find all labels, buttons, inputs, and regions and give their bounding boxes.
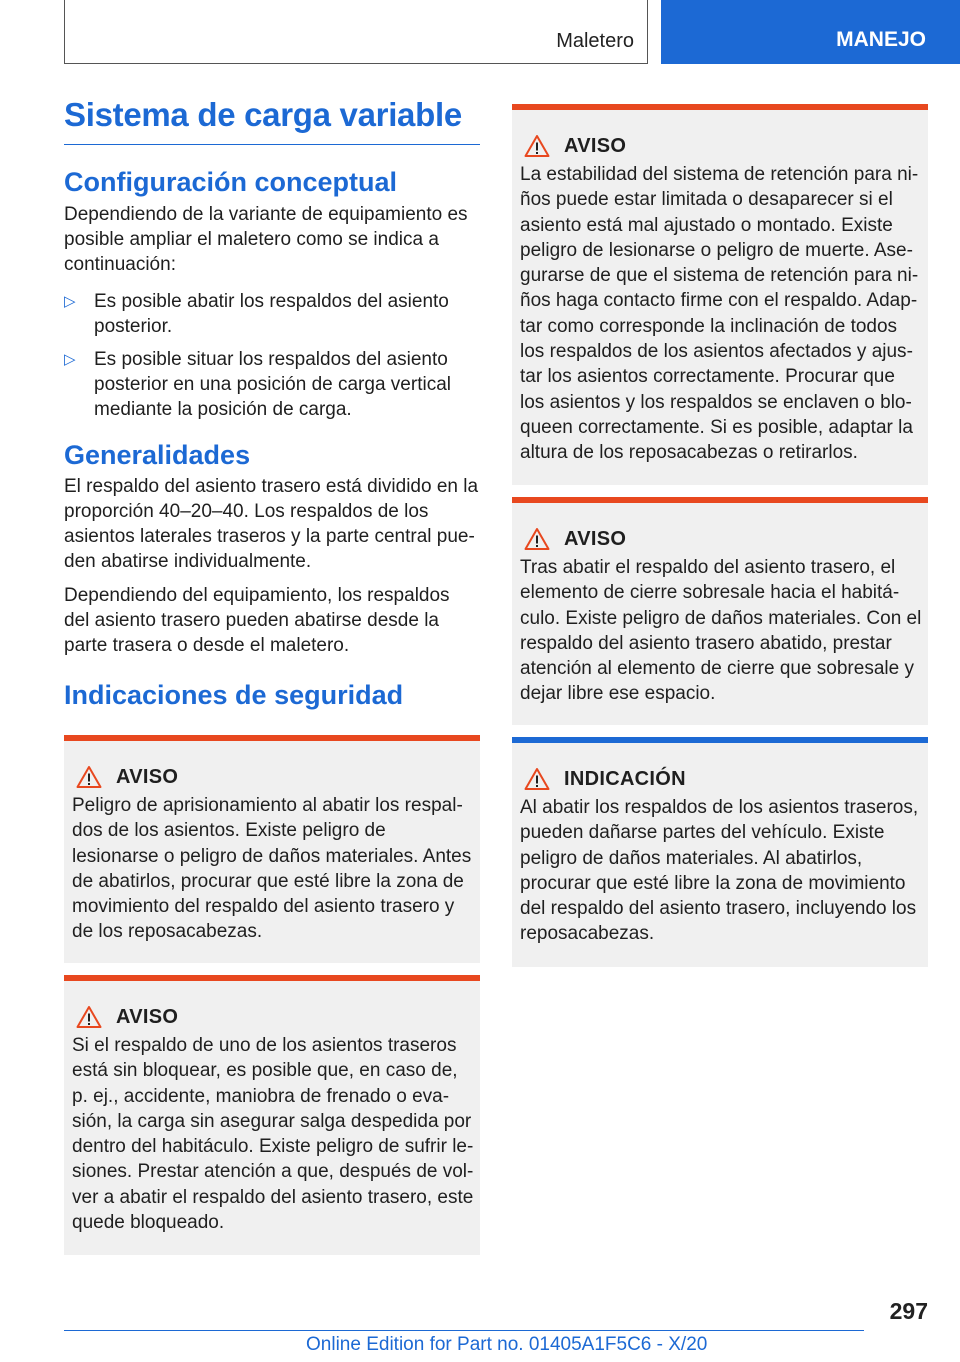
warning-box <box>64 975 480 1255</box>
list-item: ▷ Es posible abatir los respaldos del asiento posterior. <box>64 291 449 337</box>
triangle-bullet-icon: ▷ <box>64 351 76 368</box>
concept-list <box>64 289 480 422</box>
warning-text: Si el respaldo de uno de los asientos traseros está sin bloquear, es posible que, en caso de, p. ej., accidente, maniobra de frenado o evasión, la carga sin asegurar salga despedida por dentro del habitáculo. Existe peligro de sufrir lesiones. Prestar atención a que, después de volver a abatir el respaldo del asiento trasero, este quede bloqueado. <box>72 1035 474 1234</box>
warning-box <box>64 735 480 963</box>
warning-title: AVISO <box>116 1005 179 1028</box>
note-box <box>512 737 928 967</box>
warning-box <box>512 104 928 485</box>
note-title: INDICACIÓN <box>564 767 686 790</box>
warning-text: Tras abatir el respaldo del asiento trasero, el elemento de cierre sobresale hacia el habitáculo. Existe peligro de daños materiales. Con el respaldo del asiento trasero abatido, prestar atención al elemento de cierre que sobresale y dejar libre ese espacio. <box>520 557 922 705</box>
header-chapter-tab[interactable] <box>661 0 960 64</box>
warning-triangle-icon <box>76 1005 102 1029</box>
warning-triangle-icon <box>524 134 550 158</box>
warning-triangle-icon <box>524 527 550 551</box>
warning-title: AVISO <box>564 527 627 550</box>
warning-text: La estabilidad del sistema de retención para niños puede estar limitada o desaparecer si el asiento está mal ajustado o montado. Existe peligro de lesionarse o peligro de muerte. Asegurarse de que el sistema de retención para niños haga contacto firme con el respaldo. Adaptar como corresponde la inclinación de todos los respaldos de los asientos afectados y ajustar los asientos correctamente. Procurar que los asientos y los respaldos se enclaven o bloqueen correctamente. Si es posible, adaptar la altura de los reposacabezas o retirarlos. <box>520 164 919 464</box>
left-column <box>64 96 480 1255</box>
note-text: Al abatir los respaldos de los asientos traseros, pueden dañarse partes del vehículo. Existe peligro de daños materiales. Al abatirlos, procurar que esté libre la zona de movimiento del respaldo del asiento trasero, incluyendo los reposacabezas. <box>520 797 919 945</box>
page-number: 297 <box>889 1298 928 1324</box>
warning-text: Peligro de aprisionamiento al abatir los respaldos de los asientos. Existe peligro de lesionarse o peligro de daños materiales. Antes de abatirlos, procurar que esté libre la zona de movimiento del respaldo del asiento trasero y de los reposacabezas. <box>72 795 472 943</box>
list-item: ▷ Es posible situar los respaldos del asiento posterior en una posición de carga vertical mediante la posición de carga. <box>64 349 451 420</box>
general-paragraph-2: Dependiendo del equipamiento, los respaldos del asiento trasero pueden abatirse desde la parte trasera o desde el maletero. <box>64 585 450 656</box>
warning-title: AVISO <box>564 134 627 157</box>
warning-box <box>512 497 928 725</box>
general-paragraph-1: El respaldo del asiento trasero está dividido en la proporción 40–20–40. Los respaldos de los asientos laterales traseros y la parte central pueden abatirse individualmente. <box>64 476 479 572</box>
right-column <box>512 104 928 967</box>
page-title: Sistema de carga variable <box>64 96 480 145</box>
footer-edition[interactable]: Online Edition for Part no. 01405A1F5C6 - X/20 <box>306 1334 708 1355</box>
footer-divider <box>64 1330 864 1331</box>
warning-triangle-icon <box>524 767 550 791</box>
section-heading-general: Generalidades <box>64 440 251 470</box>
concept-intro: Dependiendo de la variante de equipamiento es posible ampliar el maletero como se indica a continuación: <box>64 204 468 275</box>
header-chapter-label: MANEJO <box>836 28 926 51</box>
warning-title: AVISO <box>116 765 179 788</box>
section-heading-concept: Configuración conceptual <box>64 167 398 197</box>
warning-triangle-icon <box>76 765 102 789</box>
triangle-bullet-icon: ▷ <box>64 293 76 310</box>
header-section-label: Maletero <box>556 30 634 52</box>
section-heading-safety: Indicaciones de seguridad <box>64 680 404 710</box>
